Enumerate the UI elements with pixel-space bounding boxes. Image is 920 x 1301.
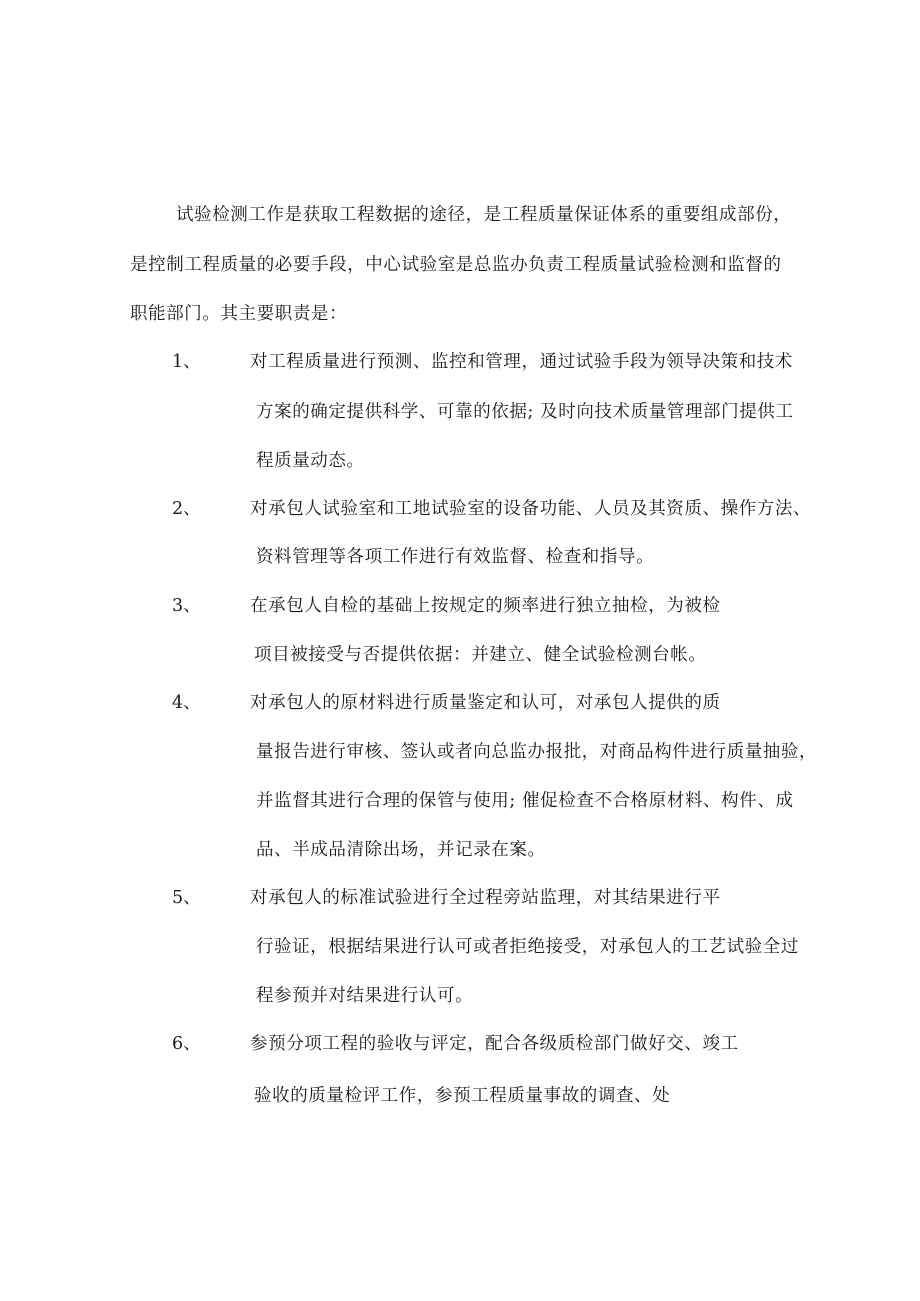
item-4-line-2: 量报告进行审核、签认或者向总监办报批，对商品构件进行质量抽验， — [256, 742, 818, 762]
item-5-line-1: 对承包人的标准试验进行全过程旁站监理，对其结果进行平 — [250, 888, 721, 908]
item-4-line-4: 品、半成品清除出场，并记录在案。 — [256, 840, 546, 860]
item-5-line-2: 行验证，根据结果进行认可或者拒绝接受，对承包人的工艺试验全过 — [256, 937, 799, 957]
item-6-line-2: 验收的质量检评工作，参预工程质量事故的调查、处 — [254, 1086, 671, 1106]
item-4-number: 4、 — [172, 693, 201, 713]
item-3-line-2: 项目被接受与否提供依据：并建立、健全试验检测台帐。 — [254, 645, 707, 665]
item-4-line-3: 并监督其进行合理的保管与使用; 催促检查不合格原材料、构件、成 — [256, 791, 794, 811]
intro-line-1: 试验检测工作是获取工程数据的途径，是工程质量保证体系的重要组成部份， — [176, 205, 792, 225]
intro-line-2: 是控制工程质量的必要手段，中心试验室是总监办负责工程质量试验检测和监督的 — [130, 255, 782, 275]
item-2-line-2: 资料管理等各项工作进行有效监督、检查和指导。 — [256, 547, 655, 567]
item-6-line-1: 参预分项工程的验收与评定，配合各级质检部门做好交、竣工 — [250, 1034, 739, 1054]
item-2-number: 2、 — [172, 499, 201, 519]
item-1-line-3: 程质量动态。 — [256, 451, 365, 471]
intro-line-3: 职能部门。其主要职责是： — [130, 304, 348, 324]
item-1-number: 1、 — [172, 352, 201, 372]
item-3-line-1: 在承包人自检的基础上按规定的频率进行独立抽检，为被检 — [250, 596, 721, 616]
item-3-number: 3、 — [172, 596, 201, 616]
item-1-line-2: 方案的确定提供科学、可靠的依据; 及时向技术质量管理部门提供工 — [256, 402, 794, 422]
item-1-line-1: 对工程质量进行预测、监控和管理，通过试验手段为领导决策和技术 — [250, 352, 793, 372]
item-6-number: 6、 — [172, 1034, 201, 1054]
item-2-line-1: 对承包人试验室和工地试验室的设备功能、人员及其资质、操作方法、 — [250, 499, 812, 519]
item-4-line-1: 对承包人的原材料进行质量鉴定和认可，对承包人提供的质 — [250, 693, 721, 713]
item-5-line-3: 程参预并对结果进行认可。 — [256, 986, 474, 1006]
item-5-number: 5、 — [172, 888, 201, 908]
